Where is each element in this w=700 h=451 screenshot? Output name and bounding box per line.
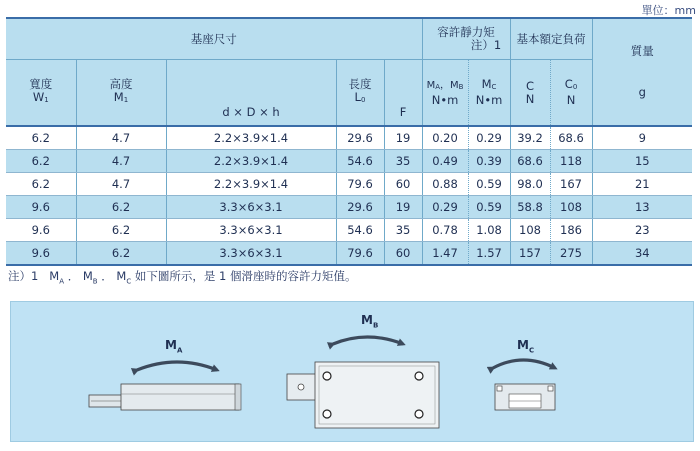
cell-l: 79.6 (336, 242, 384, 266)
cell-c: 108 (510, 219, 550, 242)
cell-f: 60 (384, 242, 422, 266)
label-ma-text: M (165, 338, 177, 352)
cell-mab: 0.29 (422, 196, 468, 219)
cell-w: 9.6 (6, 242, 76, 266)
header-mass-unit: g (638, 85, 646, 99)
footnote-mc: M (116, 269, 127, 283)
cell-c: 58.8 (510, 196, 550, 219)
cell-l: 54.6 (336, 150, 384, 173)
header-height-symbol: M (113, 90, 124, 104)
header-mab-s1: A (435, 82, 440, 91)
cell-l: 29.6 (336, 196, 384, 219)
header-height-sub: 1 (123, 96, 129, 104)
cell-c0: 108 (550, 196, 592, 219)
label-mc-sub: C (528, 346, 535, 355)
block-top-view (287, 362, 439, 428)
cell-f: 19 (384, 196, 422, 219)
cell-ddh: 2.2×3.9×1.4 (166, 173, 336, 196)
cell-m: 4.7 (76, 150, 166, 173)
header-width-sub: 1 (44, 96, 49, 104)
cell-mab: 0.88 (422, 173, 468, 196)
cell-w: 6.2 (6, 126, 76, 150)
header-mc-m: M (481, 77, 492, 91)
cell-l: 29.6 (336, 126, 384, 150)
table-row (6, 196, 692, 219)
cell-w: 9.6 (6, 196, 76, 219)
cell-c0: 167 (550, 173, 592, 196)
cell-ddh: 2.2×3.9×1.4 (166, 126, 336, 150)
cell-ddh: 3.3×6×3.1 (166, 219, 336, 242)
header-height-label: 高度 (109, 77, 133, 91)
header-width-label: 寬度 (29, 77, 53, 91)
header-base-dims: 基座尺寸 (6, 18, 422, 60)
header-load-rating: 基本額定負荷 (510, 18, 592, 60)
header-ddh: d × D × h (166, 60, 336, 127)
table-row (6, 219, 692, 242)
cell-mass: 15 (592, 150, 692, 173)
footnote-ma: M (49, 269, 60, 283)
cell-mab: 0.20 (422, 126, 468, 150)
cell-ddh: 3.3×6×3.1 (166, 196, 336, 219)
header-mab-m1: M (426, 79, 436, 91)
cell-c0: 275 (550, 242, 592, 266)
footnote (8, 268, 357, 285)
cell-mc: 0.39 (468, 150, 510, 173)
footnote-dot-2: ． (101, 269, 113, 283)
header-c0 (550, 60, 592, 127)
cell-f: 19 (384, 126, 422, 150)
header-width (6, 60, 76, 127)
table-row (6, 126, 692, 150)
cell-c: 39.2 (510, 126, 550, 150)
moment-diagram-panel (10, 301, 694, 442)
header-length-symbol: L (354, 90, 361, 104)
cell-w: 6.2 (6, 150, 76, 173)
cell-mc: 0.59 (468, 173, 510, 196)
label-mb-text: M (361, 313, 373, 327)
table-row (6, 150, 692, 173)
cell-m: 4.7 (76, 126, 166, 150)
cell-f: 60 (384, 173, 422, 196)
cell-m: 4.7 (76, 173, 166, 196)
cell-mass: 34 (592, 242, 692, 266)
cell-mass: 21 (592, 173, 692, 196)
label-ma-sub: A (176, 346, 183, 355)
cell-c: 157 (510, 242, 550, 266)
cell-ddh: 3.3×6×3.1 (166, 242, 336, 266)
footnote-text: 如下圖所示，是 1 個滑座時的容許力矩值。 (134, 269, 357, 283)
cell-m: 6.2 (76, 242, 166, 266)
label-mc (517, 338, 534, 354)
ma-arrow (137, 362, 217, 370)
cell-c: 68.6 (510, 150, 550, 173)
footnote-mb-sub: B (92, 277, 98, 286)
header-static-moment-note: 注）1 (470, 38, 502, 52)
header-mass (592, 18, 692, 126)
header-c-unit: N (525, 91, 535, 106)
header-mc (468, 60, 510, 127)
unit-label: 單位：mm (641, 4, 696, 17)
header-c0-unit: N (566, 93, 576, 107)
label-mb (361, 313, 378, 329)
cell-l: 79.6 (336, 173, 384, 196)
header-c0-sub: 0 (572, 83, 578, 91)
cell-mab: 0.78 (422, 219, 468, 242)
header-length (336, 60, 384, 127)
cell-mab: 0.49 (422, 150, 468, 173)
block-end-view (495, 384, 555, 410)
cell-m: 6.2 (76, 219, 166, 242)
header-static-moment (422, 18, 510, 60)
footnote-mc-sub: C (126, 277, 132, 286)
header-height (76, 60, 166, 127)
cell-mc: 0.29 (468, 126, 510, 150)
spec-table (6, 17, 692, 266)
mb-arrow (333, 337, 403, 344)
header-c-label: C (526, 78, 535, 93)
cell-f: 35 (384, 150, 422, 173)
cell-mab: 1.47 (422, 242, 468, 266)
cell-l: 54.6 (336, 219, 384, 242)
header-mass-label: 質量 (630, 44, 654, 58)
header-mab (422, 60, 468, 127)
header-c (510, 60, 550, 127)
header-length-sub: 0 (360, 96, 366, 104)
table-row (6, 242, 692, 266)
cell-c0: 186 (550, 219, 592, 242)
cell-ddh: 2.2×3.9×1.4 (166, 150, 336, 173)
header-length-label: 長度 (348, 77, 372, 91)
header-sub-row (6, 60, 692, 127)
header-mab-sep: ，M (440, 79, 459, 91)
header-mc-s: C (491, 83, 497, 91)
cell-mc: 0.59 (468, 196, 510, 219)
footnote-prefix: 注）1 (8, 269, 39, 283)
cell-w: 9.6 (6, 219, 76, 242)
footnote-mb: M (82, 269, 93, 283)
header-c0-label: C (564, 77, 573, 91)
header-mab-unit: N•m (431, 92, 459, 107)
cell-mass: 9 (592, 126, 692, 150)
cell-mc: 1.08 (468, 219, 510, 242)
table-row (6, 173, 692, 196)
header-group-row (6, 18, 692, 60)
moment-diagram (11, 302, 693, 441)
mc-arrow (493, 360, 555, 368)
header-width-symbol: W (32, 90, 45, 104)
cell-f: 35 (384, 219, 422, 242)
footnote-dot-1: ． (67, 269, 80, 283)
header-f: F (384, 60, 422, 127)
label-ma (165, 338, 182, 354)
label-mb-sub: B (372, 321, 379, 330)
cell-mass: 13 (592, 196, 692, 219)
cell-c0: 68.6 (550, 126, 592, 150)
cell-c: 98.0 (510, 173, 550, 196)
rail-block-side-view (89, 384, 241, 410)
header-mab-s2: B (458, 82, 464, 91)
cell-w: 6.2 (6, 173, 76, 196)
header-mc-unit: N•m (475, 93, 503, 107)
cell-c0: 118 (550, 150, 592, 173)
footnote-ma-sub: A (59, 277, 65, 286)
cell-m: 6.2 (76, 196, 166, 219)
cell-mc: 1.57 (468, 242, 510, 266)
header-static-moment-title: 容許靜力矩 (437, 25, 495, 39)
cell-mass: 23 (592, 219, 692, 242)
label-mc-text: M (517, 338, 529, 352)
